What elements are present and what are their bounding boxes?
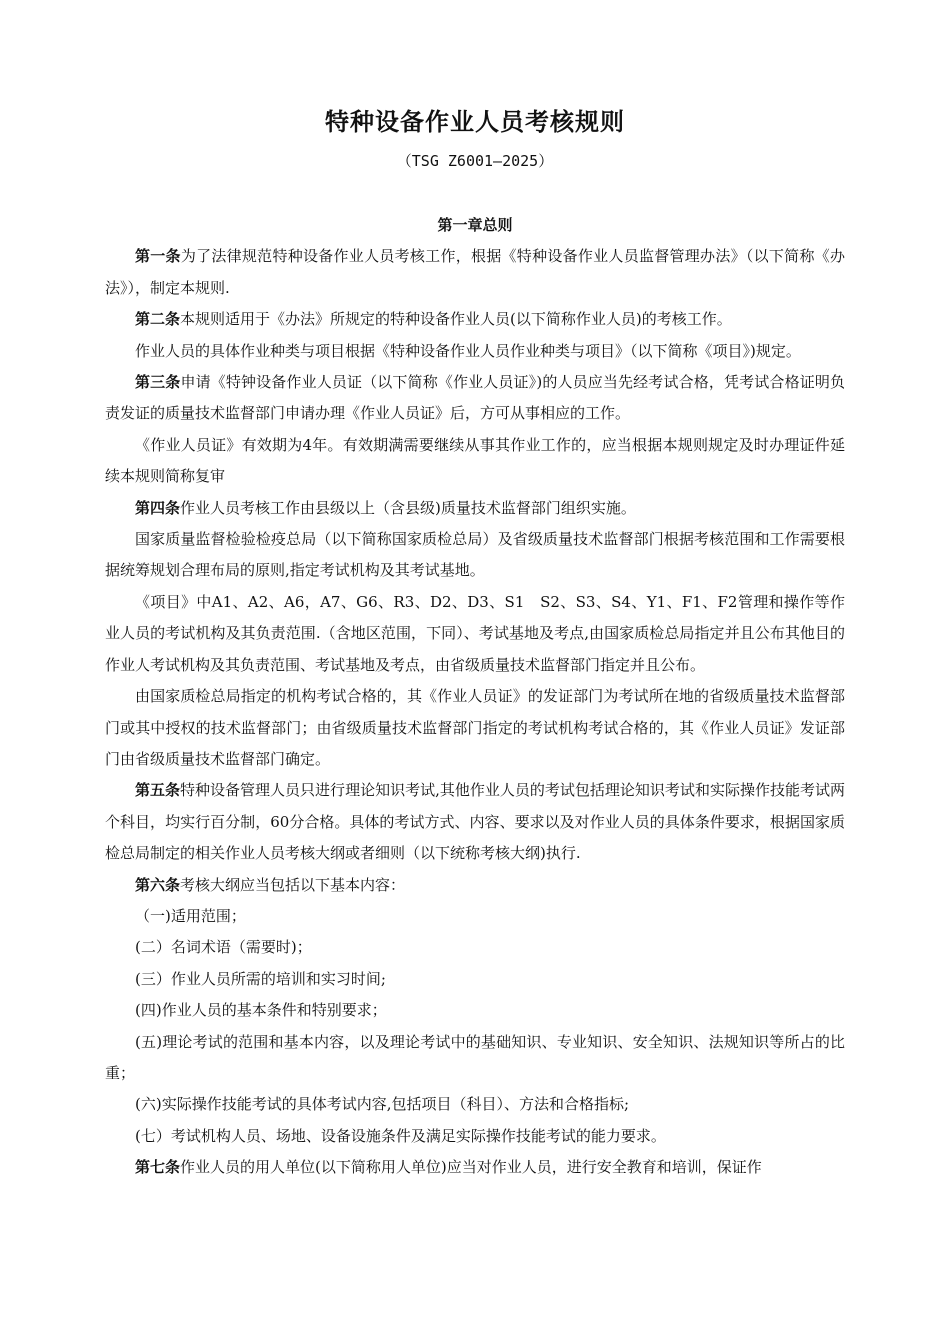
article-number: 第三条 — [135, 373, 181, 392]
paragraph-text: 《作业人员证》有效期为4年。有效期满需要继续从事其作业工作的，应当根据本规则规定及时办理证件延续本规则简称复审 — [105, 435, 845, 486]
paragraph — [105, 524, 845, 587]
document-code: （TSG Z6001—2025） — [396, 152, 554, 170]
paragraph-text: (五)理论考试的范围和基本内容，以及理论考试中的基础知识、专业知识、安全知识、法规知识等所占的比重； — [105, 1032, 845, 1082]
paragraph-text: 由国家质检总局指定的机构考试合格的，其《作业人员证》的发证部门为考试所在地的省级质量技术监督部门或其中授权的技术监督部门；由省级质量技术监督部门指定的考试机构考试合格的，其《作业人员证》发证部门由省级质量技术监督部门确定。 — [105, 687, 845, 768]
list-item — [105, 995, 845, 1026]
document-body — [105, 210, 845, 1184]
article-number: 第四条 — [135, 498, 181, 517]
paragraph — [105, 870, 845, 901]
document-title: 特种设备作业人员考核规则 — [325, 108, 625, 136]
list-item — [105, 1027, 845, 1090]
paragraph-text: 为了法律规范特种设备作业人员考核工作，根据《特种设备作业人员监督管理办法》（以下简称《办法》），制定本规则. — [105, 247, 845, 297]
list-item — [105, 901, 845, 932]
article-number: 第五条 — [135, 781, 181, 800]
paragraph-text: (三）作业人员所需的培训和实习时间; — [135, 969, 386, 988]
article-number: 第六条 — [135, 875, 181, 894]
paragraph — [105, 587, 845, 681]
paragraph-text: (七）考试机构人员、场地、设备设施条件及满足实际操作技能考试的能力要求。 — [135, 1126, 666, 1145]
paragraph-text: 考核大纲应当包括以下基本内容： — [180, 875, 406, 894]
paragraph-text: (六)实际操作技能考试的具体考试内容,包括项目（科目）、方法和合格指标; — [135, 1095, 630, 1114]
paragraph — [105, 241, 845, 304]
article-number: 第七条 — [135, 1158, 181, 1177]
paragraph — [105, 775, 845, 869]
paragraph — [105, 367, 845, 430]
paragraph — [105, 681, 845, 775]
paragraph — [105, 430, 845, 493]
paragraph-text: 作业人员的具体作业种类与项目根据《特种设备作业人员作业种类与项目》（以下简称《项目》)规定。 — [135, 341, 801, 360]
list-item — [105, 1089, 845, 1120]
paragraph-text: 特种设备管理人员只进行理论知识考试,其他作业人员的考试包括理论知识考试和实际操作技能考试两个科目，均实行百分制，60分合格。具体的考试方式、内容、要求以及对作业人员的具体条件要求，根据国家质检总局制定的相关作业人员考核大纲或者细则（以下统称考核大纲)执行. — [105, 781, 845, 863]
paragraph — [105, 336, 845, 367]
paragraph — [105, 1152, 845, 1183]
chapter-heading: 第一章总则 — [437, 216, 513, 234]
paragraph — [105, 304, 845, 335]
paragraph-text: 《项目》中A1、A2、A6，A7、G6、R3、D2、D3、S1 S2、S3、S4、Y1、F1、F2管理和操作等作业人员的考试机构及其负责范围.（含地区范围，下同）、考试基地及考点,由国家质检总局指定并且公布其他目的作业人考试机构及其负责范围、考试基地及考点，由省级质量技术监督部门指定并且公布。 — [105, 592, 845, 674]
paragraph-text: 作业人员考核工作由县级以上（含县级)质量技术监督部门组织实施。 — [180, 498, 636, 517]
paragraph-text: 申请《特钟设备作业人员证（以下简称《作业人员证》)的人员应当先经考试合格，凭考试合格证明负责发证的质量技术监督部门申请办理《作业人员证》后，方可从事相应的工作。 — [105, 373, 845, 423]
paragraph-text: 国家质量监督检验检疫总局（以下简称国家质检总局）及省级质量技术监督部门根据考核范围和工作需要根据统筹规划合理布局的原则,指定考试机构及其考试基地。 — [105, 530, 845, 580]
paragraph — [105, 493, 845, 524]
article-number: 第二条 — [135, 310, 181, 329]
paragraph-text: （一)适用范围； — [135, 906, 246, 925]
paragraph-text: (四)作业人员的基本条件和特别要求； — [135, 1001, 387, 1020]
list-item — [105, 1121, 845, 1152]
paragraph-text: 本规则适用于《办法》所规定的特种设备作业人员(以下简称作业人员)的考核工作。 — [180, 310, 732, 329]
paragraph-text: 作业人员的用人单位(以下简称用人单位)应当对作业人员，进行安全教育和培训，保证作 — [180, 1158, 762, 1177]
article-number: 第一条 — [135, 247, 181, 266]
paragraph-text: (二）名词术语（需要时)； — [135, 938, 312, 957]
list-item — [105, 932, 845, 963]
list-item — [105, 964, 845, 995]
